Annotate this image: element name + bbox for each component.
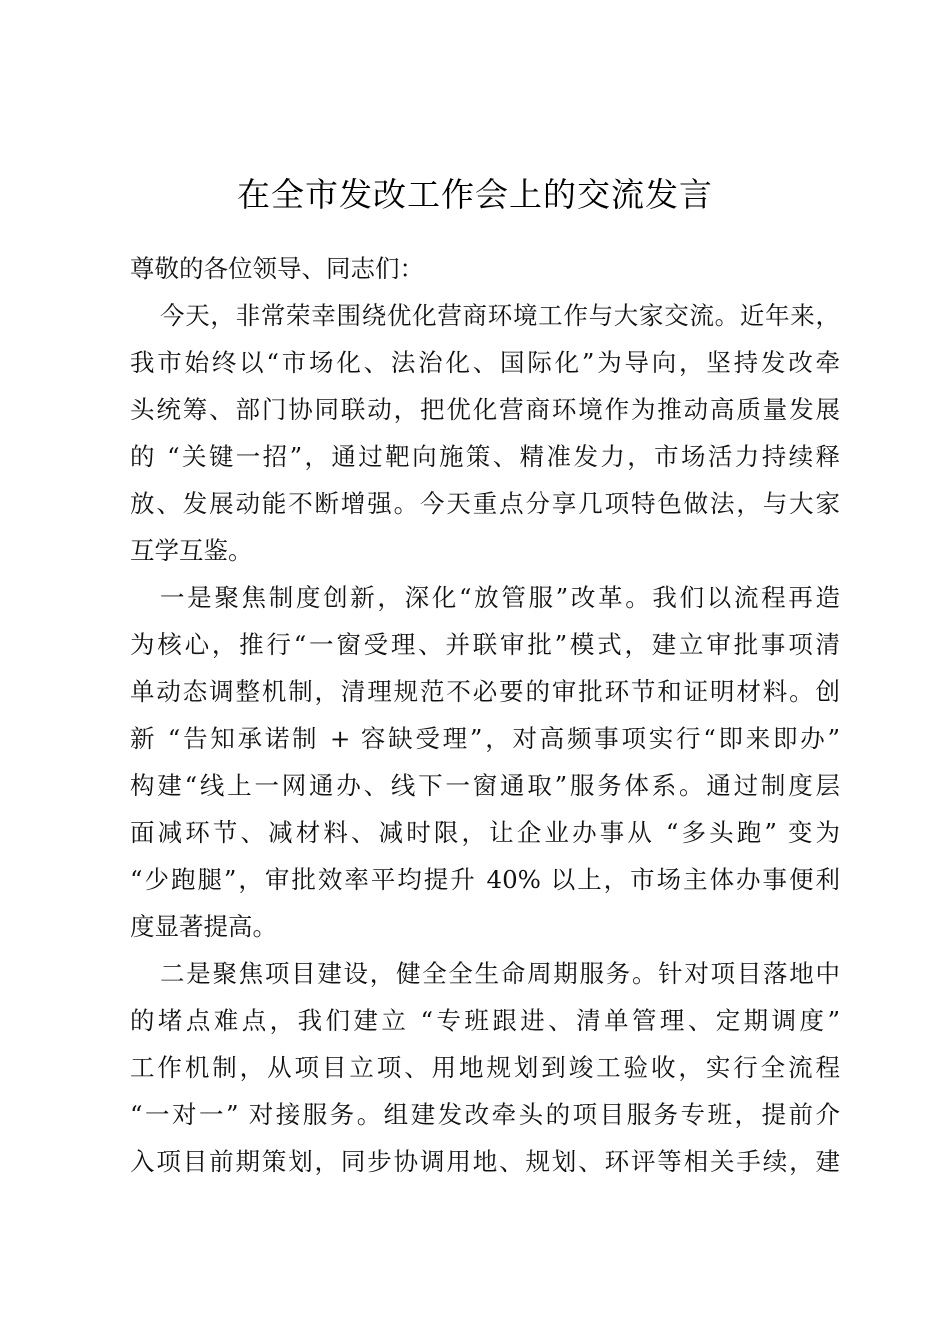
text-line: 工作机制，从项目立项、用地规划到竣工验收，实行全流程 [130,1053,840,1082]
text-line: 面减环节、减材料、减时限，让企业办事从 “多头跑” 变为 [130,818,840,847]
text-line: 单动态调整机制，清理规范不必要的审批环节和证明材料。创 [130,677,840,706]
text-line: 今天，非常荣幸围绕优化营商环境工作与大家交流。近年来， [160,301,840,330]
text-line: 构建“线上一网通办、线下一窗通取”服务体系。通过制度层 [130,771,840,800]
paragraph-point-two [130,950,840,1185]
text-line: 的 “关键一招”，通过靶向施策、精准发力，市场活力持续释 [130,442,840,471]
text-line: 度显著提高。 [130,912,277,941]
text-line: 入项目前期策划，同步协调用地、规划、环评等相关手续，建 [130,1147,840,1176]
document-title: 在全市发改工作会上的交流发言 [237,175,713,214]
text-line: 为核心，推行“一窗受理、并联审批”模式，建立审批事项清 [130,630,840,659]
text-line: 二是聚焦项目建设，健全全生命周期服务。针对项目落地中 [160,959,840,988]
text-line: 放、发展动能不断增强。今天重点分享几项特色做法，与大家 [130,489,840,518]
text-line: 头统筹、部门协同联动，把优化营商环境作为推动高质量发展 [130,395,840,424]
text-line: 一是聚焦制度创新，深化“放管服”改革。我们以流程再造 [160,583,840,612]
text-line: 新 “告知承诺制 + 容缺受理”，对高频事项实行“即来即办” [130,724,840,753]
paragraph-intro [130,292,840,574]
text-line: “少跑腿”，审批效率平均提升 40% 以上，市场主体办事便利 [130,865,840,894]
document-body [130,245,840,1185]
text-line: “一对一” 对接服务。组建发改牵头的项目服务专班，提前介 [130,1100,840,1129]
salutation: 尊敬的各位领导、同志们： [130,254,424,283]
text-line: 我市始终以“市场化、法治化、国际化”为导向，坚持发改牵 [130,348,840,377]
text-line: 互学互鉴。 [130,536,253,565]
paragraph-point-one [130,574,840,950]
text-line: 的堵点难点，我们建立 “专班跟进、清单管理、定期调度” [130,1006,840,1035]
